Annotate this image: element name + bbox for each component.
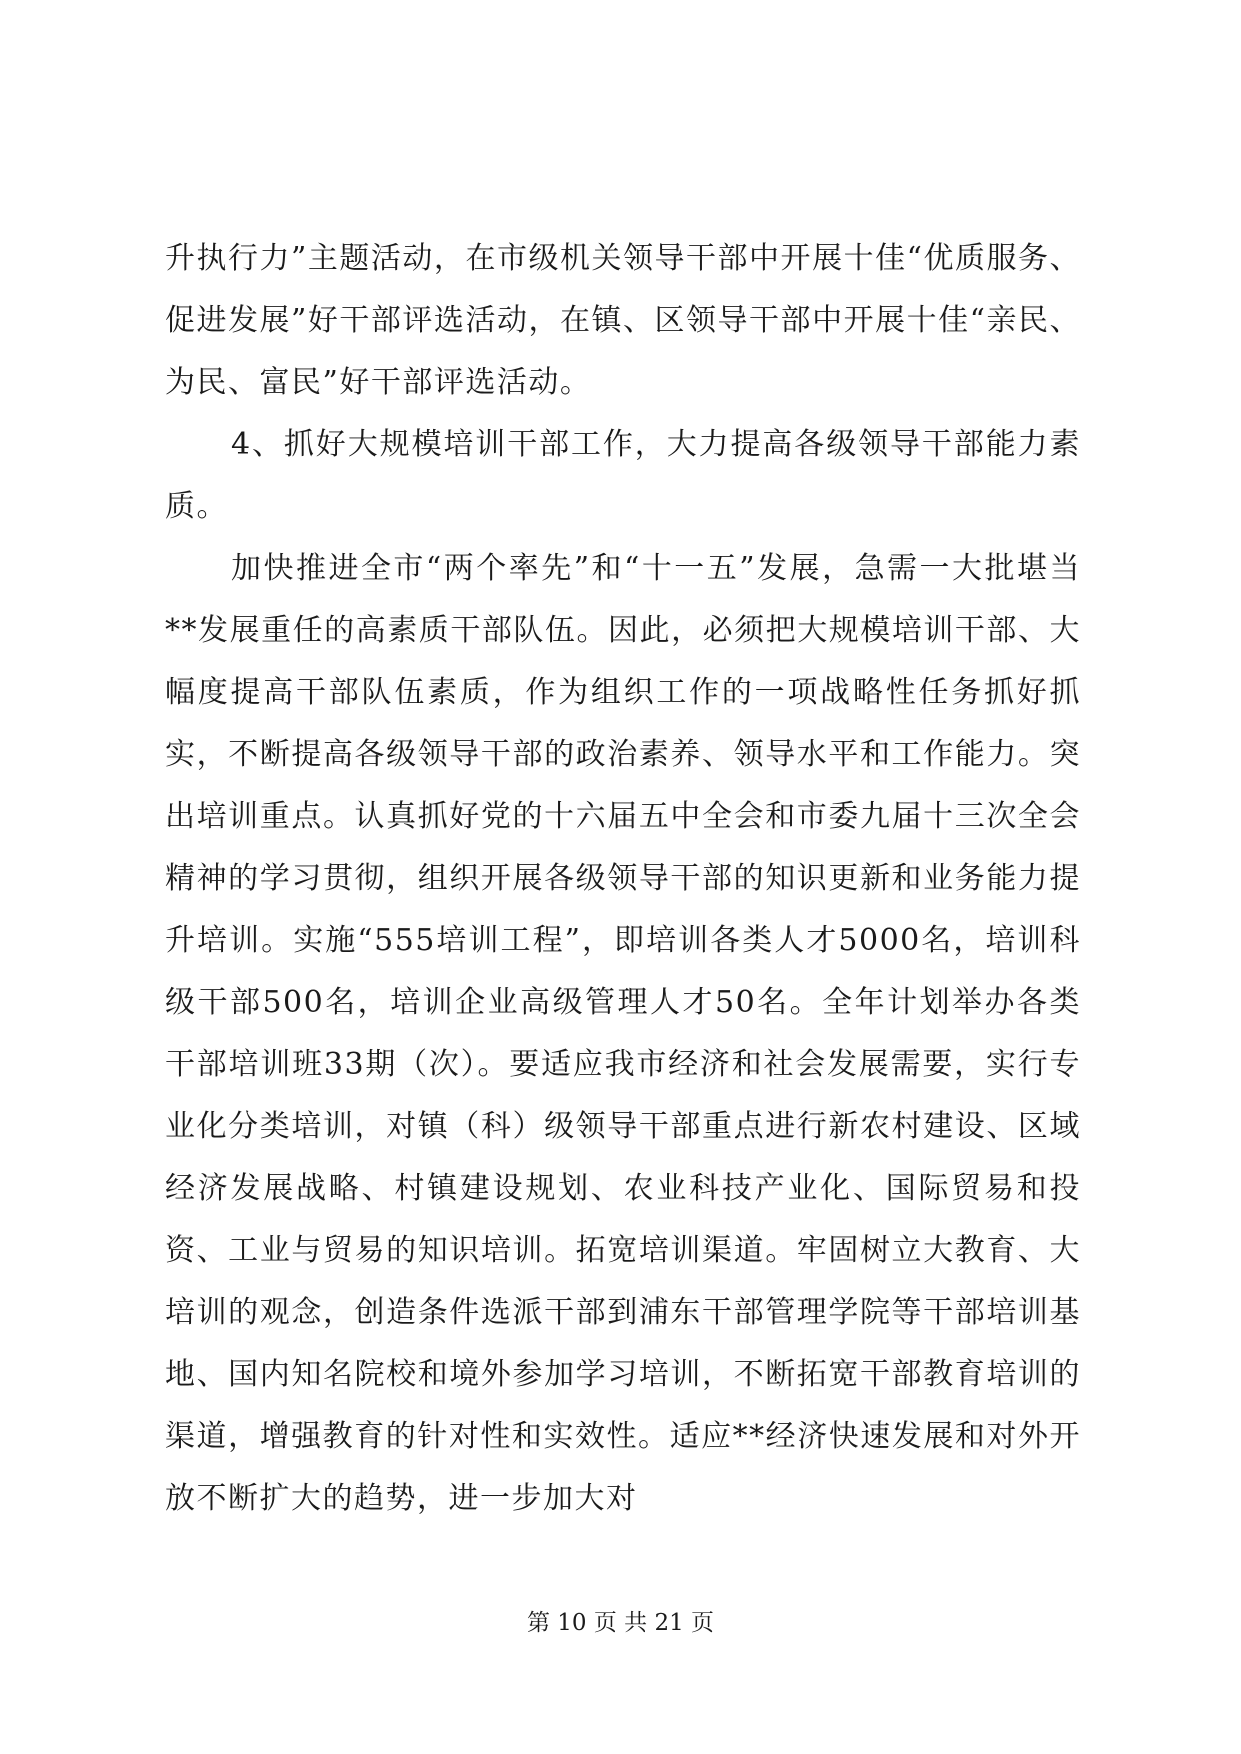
document-body [165, 228, 1081, 1530]
paragraph-1: 升执行力”主题活动，在市级机关领导干部中开展十佳“优质服务、促进发展”好干部评选活动，在镇、区领导干部中开展十佳“亲民、为民、富民”好干部评选活动。 [165, 241, 1081, 400]
paragraph-2: 4、抓好大规模培训干部工作，大力提高各级领导干部能力素质。 [165, 427, 1081, 524]
page-number-footer: 第 10 页 共 21 页 [526, 1610, 715, 1636]
paragraph-3: 加快推进全市“两个率先”和“十一五”发展，急需一大批堪当**发展重任的高素质干部队伍。因此，必须把大规模培训干部、大幅度提高干部队伍素质，作为组织工作的一项战略性任务抓好抓实，不断提高各级领导干部的政治素养、领导水平和工作能力。突出培训重点。认真抓好党的十六届五中全会和市委九届十三次全会精神的学习贯彻，组织开展各级领导干部的知识更新和业务能力提升培训。实施“555培训工程”，即培训各类人才5000名，培训科级干部500名，培训企业高级管理人才50名。全年计划举办各类干部培训班33期（次）。要适应我市经济和社会发展需要，实行专业化分类培训，对镇（科）级领导干部重点进行新农村建设、区域经济发展战略、村镇建设规划、农业科技产业化、国际贸易和投资、工业与贸易的知识培训。拓宽培训渠道。牢固树立大教育、大培训的观念，创造条件选派干部到浦东干部管理学院等干部培训基地、国内知名院校和境外参加学习培训，不断拓宽干部教育培训的渠道，增强教育的针对性和实效性。适应**经济快速发展和对外开放不断扩大的趋势，进一步加大对 [165, 551, 1081, 1516]
